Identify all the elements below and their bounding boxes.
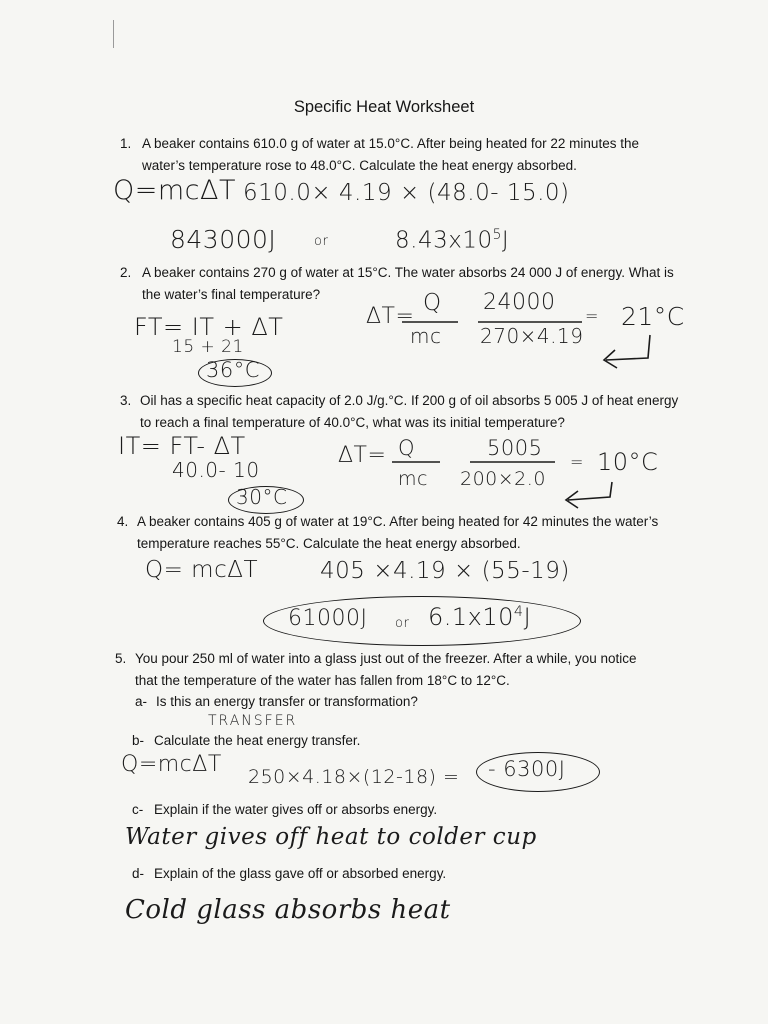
handwritten-substitution: 405 ×4.19 × (55-19) — [320, 558, 570, 584]
handwritten-answer: 61000J — [288, 606, 368, 631]
handwritten-result: 10°C — [597, 448, 659, 476]
question-text-line: You pour 250 ml of water into a glass just out of the freezer. After a while, you notice — [135, 651, 637, 666]
handwritten-equals: = — [585, 306, 599, 325]
handwritten-formula: FT= IT + ΔT — [134, 313, 284, 341]
handwritten-substitution: 40.0- 10 — [172, 458, 260, 482]
handwritten-formula: Q=mcΔT — [113, 175, 236, 206]
handwritten-numerator: Q — [423, 290, 442, 316]
handwritten-formula: Q=mcΔT — [121, 752, 222, 777]
part-text: Explain if the water gives off or absorbs energy. — [154, 802, 438, 817]
handwritten-numerator: 24000 — [483, 290, 556, 315]
question-text-line: that the temperature of the water has fallen from 18°C to 12°C. — [135, 673, 510, 688]
part-label: b- — [132, 733, 145, 748]
handwritten-equals: = — [570, 452, 584, 471]
handwritten-answer: Water gives off heat to colder cup — [125, 824, 537, 850]
handwritten-calculation: 250×4.18×(12-18) = — [248, 766, 460, 788]
handwritten-answer: - 6300J — [488, 757, 566, 781]
handwritten-or: or — [395, 616, 410, 631]
handwritten-answer: TRANSFER — [208, 713, 298, 729]
part-text: Is this an energy transfer or transformation? — [156, 694, 418, 709]
question-text-line: A beaker contains 405 g of water at 19°C. After being heated for 42 minutes the water’s — [137, 514, 659, 529]
question-number: 3. — [120, 393, 132, 408]
handwritten-substitution: 610.0× 4.19 × (48.0- 15.0) — [243, 180, 570, 206]
handwritten-formula: Q= mcΔT — [145, 557, 259, 583]
handwritten-denominator: mc — [398, 468, 428, 490]
handwritten-substitution: 15 + 21 — [172, 337, 244, 357]
question-text-line: the water’s final temperature? — [142, 287, 321, 302]
handwritten-numerator: Q — [398, 436, 416, 460]
question-text-line: A beaker contains 610.0 g of water at 15.0°C. After being heated for 22 minutes the — [142, 136, 639, 151]
part-label: d- — [132, 866, 145, 881]
part-text: Explain of the glass gave off or absorbed energy. — [154, 866, 447, 881]
handwritten-delta-t: ΔT= — [338, 443, 387, 468]
part-label: a- — [135, 694, 148, 709]
handwritten-result: 21°C — [621, 302, 685, 331]
question-text-line: Oil has a specific heat capacity of 2.0 J/g.°C. If 200 g of oil absorbs 5 005 J of heat energy — [140, 393, 679, 408]
handwritten-answer: 36°C — [206, 358, 260, 382]
question-text-line: temperature reaches 55°C. Calculate the heat energy absorbed. — [137, 536, 521, 551]
handwritten-numerator: 5005 — [487, 436, 543, 460]
handwritten-answer: 843000J — [170, 225, 277, 254]
question-text-line: A beaker contains 270 g of water at 15°C. The water absorbs 24 000 J of energy. What is — [142, 265, 674, 280]
handwritten-scientific-answer: $6.1x10^4J$ — [428, 603, 532, 631]
page-title: Specific Heat Worksheet — [293, 98, 475, 116]
question-number: 2. — [120, 265, 132, 280]
question-text-line: water’s temperature rose to 48.0°C. Calculate the heat energy absorbed. — [142, 158, 577, 173]
handwritten-formula: IT= FT- ΔT — [118, 432, 246, 460]
handwritten-or: or — [314, 234, 329, 249]
question-number: 5. — [115, 651, 127, 666]
handwritten-denominator: 200×2.0 — [460, 468, 546, 490]
handwritten-answer: Cold glass absorbs heat — [125, 895, 451, 925]
question-text-line: to reach a final temperature of 40.0°C, what was its initial temperature? — [140, 415, 565, 430]
part-label: c- — [132, 802, 144, 817]
handwritten-denominator: 270×4.19 — [480, 324, 584, 348]
question-number: 4. — [117, 514, 129, 529]
handwritten-answer: 30°C — [236, 485, 288, 509]
question-number: 1. — [120, 136, 132, 151]
handwritten-denominator: mc — [410, 324, 442, 348]
part-text: Calculate the heat energy transfer. — [154, 733, 361, 748]
handwritten-delta-t: ΔT= — [366, 304, 415, 329]
handwritten-scientific-answer: $8.43x10^5J$ — [395, 227, 510, 254]
